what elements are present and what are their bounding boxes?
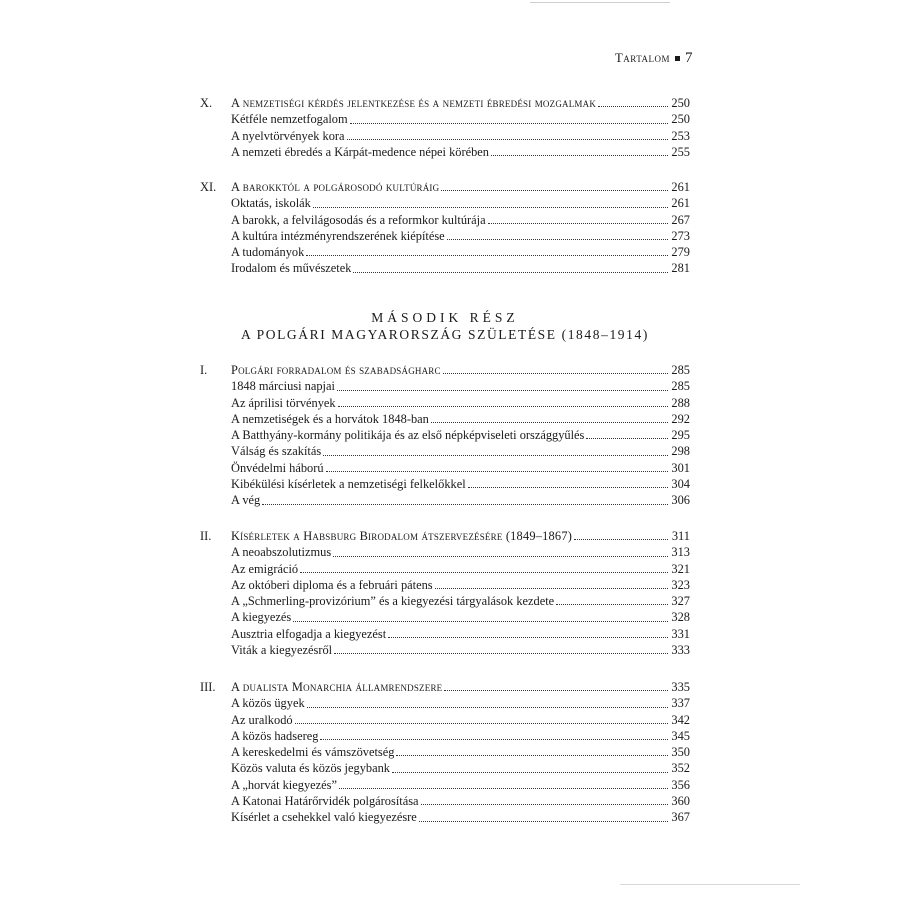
section-title: Ausztria elfogadja a kiegyezést (231, 626, 387, 641)
section-title: 1848 márciusi napjai (231, 379, 335, 394)
section-row[interactable] (200, 195, 690, 211)
dot-leader (447, 239, 668, 240)
section-title: A vég (231, 493, 261, 508)
section-title: Az emigráció (231, 561, 299, 576)
section-title: Kísérlet a csehekkel való kiegyezésre (231, 810, 417, 825)
dot-leader (337, 390, 668, 391)
dot-leader (443, 373, 668, 374)
section-page: 281 (671, 261, 690, 276)
dot-leader (307, 707, 668, 708)
dot-leader (262, 504, 668, 505)
chapter-heading-row[interactable] (200, 528, 690, 544)
part-title: A POLGÁRI MAGYARORSZÁG SZÜLETÉSE (1848–1914) (241, 327, 649, 342)
section-title: A közös ügyek (231, 696, 305, 711)
section-title: A kultúra intézményrendszerének kiépítése (231, 228, 445, 243)
section-title: Válság és szakítás (231, 444, 322, 459)
section-page: 273 (671, 228, 690, 243)
section-row[interactable] (200, 492, 690, 508)
chapter-number: III. (200, 680, 216, 694)
section-row[interactable] (200, 128, 690, 144)
chapter-title: A dualista Monarchia államrendszere (231, 680, 443, 694)
chapter-title: Kísérletek a Habsburg Birodalom átszervezésére (1849–1867) (231, 529, 573, 543)
section-row[interactable] (200, 728, 690, 744)
chapter-page: 250 (671, 96, 690, 110)
dot-leader (468, 487, 668, 488)
section-row[interactable] (200, 228, 690, 244)
section-page: 327 (671, 594, 690, 609)
top-scan-line (530, 2, 670, 3)
chapter-number: XI. (200, 180, 217, 194)
section-title: Viták a kiegyezésről (231, 643, 333, 658)
section-page: 298 (671, 444, 690, 459)
section-page: 328 (671, 610, 690, 625)
toc-chapter-xi (200, 179, 690, 277)
section-page: 345 (671, 728, 690, 743)
dot-leader (320, 739, 668, 740)
section-page: 288 (671, 395, 690, 410)
section-title: A nemzetiségek és a horvátok 1848-ban (231, 411, 429, 426)
chapter-title: Polgári forradalom és szabadságharc (231, 363, 441, 377)
section-title: A Batthyány-kormány politikája és az első népképviseleti országgyűlés (231, 428, 585, 443)
section-title: A nyelvtörvények kora (231, 128, 345, 143)
chapter-page: 261 (671, 180, 690, 194)
section-row[interactable] (200, 144, 690, 160)
section-page: 255 (671, 144, 690, 159)
dot-leader (350, 123, 668, 124)
dot-leader (586, 438, 668, 439)
dot-leader (556, 604, 668, 605)
chapter-title: A barokktól a polgárosodó kultúráig (231, 180, 440, 194)
dot-leader (491, 155, 668, 156)
section-title: A nemzeti ébredés a Kárpát-medence népei körében (231, 144, 490, 159)
dot-leader (300, 572, 668, 573)
section-title: Kétféle nemzetfogalom (231, 112, 348, 127)
section-row[interactable] (200, 378, 690, 394)
section-page: 331 (671, 626, 690, 641)
section-row[interactable] (200, 577, 690, 593)
section-row[interactable] (200, 593, 690, 609)
section-page: 360 (671, 794, 690, 809)
section-title: A tudományok (231, 245, 305, 260)
section-title: A kereskedelmi és vámszövetség (231, 745, 395, 760)
chapter-heading-row[interactable] (200, 179, 690, 195)
section-row[interactable] (200, 695, 690, 711)
section-row[interactable] (200, 642, 690, 658)
dot-leader (396, 755, 668, 756)
section-title: Az októberi diploma és a februári pátens (231, 577, 433, 592)
section-title: Az áprilisi törvények (231, 395, 336, 410)
toc-chapter-iii (200, 679, 690, 826)
dot-leader (419, 821, 668, 822)
section-page: 295 (671, 428, 690, 443)
section-title: Az uralkodó (231, 712, 293, 727)
chapter-heading-row[interactable] (200, 362, 690, 378)
dot-leader (333, 556, 668, 557)
dot-leader (339, 788, 668, 789)
toc-chapter-i (200, 362, 690, 509)
chapter-page: 311 (671, 529, 690, 543)
square-bullet-icon (675, 56, 680, 61)
section-row[interactable] (200, 712, 690, 728)
section-title: A „Schmerling-provizórium” és a kiegyezési tárgyalások kezdete (231, 594, 555, 609)
section-row[interactable] (200, 777, 690, 793)
chapter-title: A nemzetiségi kérdés jelentkezése és a nemzeti ébredési mozgalmak (231, 96, 597, 110)
dot-leader (444, 690, 668, 691)
section-page: 304 (671, 477, 690, 492)
section-row[interactable] (200, 395, 690, 411)
section-page: 301 (671, 460, 690, 475)
dot-leader (598, 106, 668, 107)
chapter-number: X. (200, 96, 213, 110)
dot-leader (347, 139, 668, 140)
section-page: 267 (671, 212, 690, 227)
section-row[interactable] (200, 411, 690, 427)
section-title: Kibékülési kísérletek a nemzetiségi felkelőkkel (231, 477, 466, 492)
section-row[interactable] (200, 809, 690, 825)
section-page: 313 (671, 545, 690, 560)
part-heading (200, 309, 690, 343)
section-title: A barokk, a felvilágosodás és a reformkor kultúrája (231, 212, 486, 227)
part-label: MÁSODIK RÉSZ (371, 310, 519, 325)
section-title: A „horvát kiegyezés” (231, 777, 337, 792)
section-page: 350 (671, 745, 690, 760)
dot-leader (388, 637, 668, 638)
chapter-heading-row[interactable] (200, 95, 690, 111)
section-page: 306 (671, 493, 690, 508)
section-page: 323 (671, 577, 690, 592)
dot-leader (338, 406, 668, 407)
toc-chapter-ii (200, 528, 690, 658)
section-page: 356 (671, 777, 690, 792)
section-page: 261 (671, 196, 690, 211)
section-title: Közös valuta és közös jegybank (231, 761, 390, 776)
dot-leader (488, 223, 668, 224)
chapter-page: 335 (671, 680, 690, 694)
section-row[interactable] (200, 427, 690, 443)
section-page: 367 (671, 810, 690, 825)
dot-leader (334, 653, 668, 654)
section-title: A kiegyezés (231, 610, 292, 625)
dot-leader (306, 255, 668, 256)
section-row[interactable] (200, 609, 690, 625)
section-row[interactable] (200, 260, 690, 276)
chapter-number: I. (200, 363, 208, 377)
dot-leader (574, 539, 668, 540)
section-page: 352 (671, 761, 690, 776)
dot-leader (323, 455, 668, 456)
section-page: 292 (671, 411, 690, 426)
chapter-heading-row[interactable] (200, 679, 690, 695)
section-row[interactable] (200, 544, 690, 560)
section-row[interactable] (200, 244, 690, 260)
section-row[interactable] (200, 111, 690, 127)
section-page: 321 (671, 561, 690, 576)
chapter-page: 285 (671, 363, 690, 377)
section-title: A közös hadsereg (231, 728, 319, 743)
section-row[interactable] (200, 760, 690, 776)
running-head-label: Tartalom (614, 50, 670, 65)
section-row[interactable] (200, 626, 690, 642)
section-page: 279 (671, 245, 690, 260)
dot-leader (353, 272, 668, 273)
dot-leader (431, 422, 668, 423)
section-page: 333 (671, 643, 690, 658)
page-number: 7 (685, 50, 693, 66)
dot-leader (435, 588, 668, 589)
section-title: A Katonai Határőrvidék polgárosítása (231, 794, 419, 809)
dot-leader (421, 804, 668, 805)
section-page: 250 (671, 112, 690, 127)
section-title: Önvédelmi háború (231, 460, 324, 475)
toc-chapter-x (200, 95, 690, 160)
section-row[interactable] (200, 443, 690, 459)
dot-leader (313, 207, 668, 208)
section-row[interactable] (200, 476, 690, 492)
section-title: A neoabszolutizmus (231, 545, 332, 560)
dot-leader (441, 190, 668, 191)
section-row[interactable] (200, 561, 690, 577)
chapter-number: II. (200, 529, 212, 543)
section-title: Irodalom és művészetek (231, 261, 352, 276)
dot-leader (293, 621, 668, 622)
dot-leader (326, 471, 668, 472)
dot-leader (392, 772, 668, 773)
running-head (615, 50, 693, 67)
section-row[interactable] (200, 460, 690, 476)
dot-leader (295, 723, 668, 724)
section-page: 342 (671, 712, 690, 727)
bottom-scan-line (620, 884, 800, 885)
section-page: 285 (671, 379, 690, 394)
section-row[interactable] (200, 793, 690, 809)
section-page: 253 (671, 128, 690, 143)
section-row[interactable] (200, 212, 690, 228)
section-title: Oktatás, iskolák (231, 196, 311, 211)
section-page: 337 (671, 696, 690, 711)
section-row[interactable] (200, 744, 690, 760)
